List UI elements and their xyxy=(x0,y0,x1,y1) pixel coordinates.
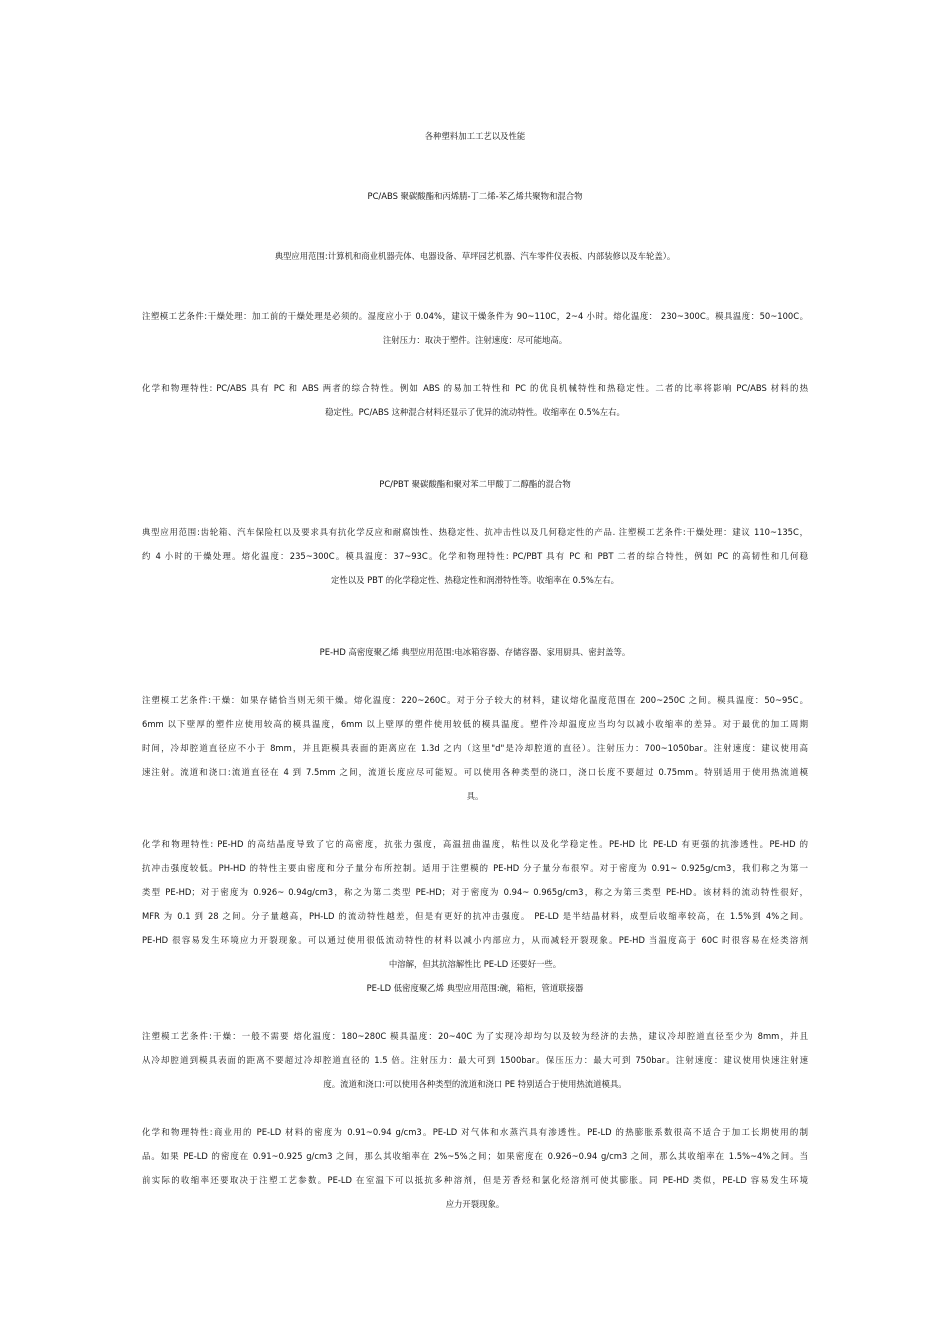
peld-properties-paragraph xyxy=(142,1120,808,1216)
paragraph-line: 中溶解，但其抗溶解性比 PE-LD 还要好一些。 xyxy=(388,959,562,969)
paragraph-line: 注射压力：取决于塑件。注射速度：尽可能地高。 xyxy=(382,335,568,345)
paragraph-line: 时间，冷却腔道直径应不小于 8mm，并且距模具表面的距离应在 1.3d 之内（这里"d"是冷却腔道的直径）。注射压力：700~1050bar。注射速度：建议使用高 xyxy=(142,743,808,753)
pcpbt-heading: PC/PBT 聚碳酸酯和聚对苯二甲酸丁二醇酯的混合物 xyxy=(379,479,571,489)
pcabs-process-paragraph xyxy=(142,304,808,352)
pcpbt-paragraph xyxy=(142,520,808,592)
document-page xyxy=(142,124,808,1216)
pcabs-application: 典型应用范围:计算机和商业机器壳体、电器设备、草坪园艺机器、汽车零件仪表板、内部装修以及车轮盖）。 xyxy=(274,251,676,261)
paragraph-line: 典型应用范围:齿轮箱、汽车保险杠以及要求具有抗化学反应和耐腐蚀性、热稳定性、抗冲击性以及几何稳定性的产品. 注塑模工艺条件:干燥处理：建议 110~135C， xyxy=(142,527,808,537)
paragraph-line: 品。如果 PE-LD 的密度在 0.91~0.925 g/cm3 之间，那么其收缩率在 2%~5%之间；如果密度在 0.926~0.94 g/cm3 之间，那么其收缩率在 1.5%~4%之间。当 xyxy=(142,1151,808,1161)
paragraph-line: 定性以及 PBT 的化学稳定性、热稳定性和润滑特性等。收缩率在 0.5%左右。 xyxy=(330,575,620,585)
pehd-heading: PE-HD 高密度聚乙烯 典型应用范围:电冰箱容器、存储容器、家用厨具、密封盖等。 xyxy=(319,647,631,657)
pcabs-heading: PC/ABS 聚碳酸酯和丙烯腈-丁二烯-苯乙烯共聚物和混合物 xyxy=(367,191,583,201)
paragraph-line: 注塑模工艺条件:干燥：如果存储恰当则无须干燥。熔化温度：220~260C。对于分子较大的材料，建议熔化温度范围在 200~250C 之间。模具温度：50~95C。 xyxy=(142,695,808,705)
paragraph-line: 度。流道和浇口:可以使用各种类型的流道和浇口 PE 特别适合于使用热流道模具。 xyxy=(323,1079,627,1089)
paragraph-line: 注塑模工艺条件:干燥：一般不需要 熔化温度：180~280C 模具温度：20~40C 为了实现冷却均匀以及较为经济的去热，建议冷却腔道直径至少为 8mm，并且 xyxy=(142,1031,808,1041)
paragraph-line: 从冷却腔道到模具表面的距离不要超过冷却腔道直径的 1.5 倍。注射压力：最大可到 1500bar。保压压力：最大可到 750bar。注射速度：建议使用快速注射速 xyxy=(142,1055,808,1065)
peld-process-paragraph xyxy=(142,1024,808,1096)
paragraph-line: 前实际的收缩率还要取决于注塑工艺参数。PE-LD 在室温下可以抵抗多种溶剂，但是芳香烃和氯化烃溶剂可使其膨胀。同 PE-HD 类似，PE-LD 容易发生环境 xyxy=(142,1175,808,1185)
paragraph-line: 化学和物理特性: PE-HD 的高结晶度导致了它的高密度，抗张力强度，高温扭曲温度，粘性以及化学稳定性。PE-HD 比 PE-LD 有更强的抗渗透性。PE-HD 的 xyxy=(142,839,808,849)
pehd-process-paragraph xyxy=(142,688,808,808)
paragraph-line: 约 4 小时的干燥处理。熔化温度：235~300C。模具温度：37~93C。化学和物理特性: PC/PBT 具有 PC 和 PBT 二者的综合特性，例如 PC 的高韧性和几何稳 xyxy=(142,551,808,561)
paragraph-line: PE-HD 很容易发生环境应力开裂现象。可以通过使用很低流动特性的材料以减小内部应力，从而减轻开裂现象。PE-HD 当温度高于 60C 时很容易在烃类溶剂 xyxy=(142,935,808,945)
paragraph-line: 6mm 以下壁厚的塑件应使用较高的模具温度，6mm 以上壁厚的塑件使用较低的模具温度。塑件冷却温度应当均匀以减小收缩率的差异。对于最优的加工周期 xyxy=(142,719,808,729)
paragraph-line: 应力开裂现象。 xyxy=(445,1199,505,1209)
document-title: 各种塑料加工工艺以及性能 xyxy=(424,131,526,141)
paragraph-line: MFR 为 0.1 到 28 之间。分子量越高，PH-LD 的流动特性越差，但是有更好的抗冲击强度。 PE-LD 是半结晶材料，成型后收缩率较高，在 1.5%到 4%之间。 xyxy=(142,911,808,921)
paragraph-line: 速注射。流道和浇口:流道直径在 4 到 7.5mm 之间，流道长度应尽可能短。可以使用各种类型的浇口，浇口长度不要超过 0.75mm。特别适用于使用热流道模 xyxy=(142,767,808,777)
paragraph-line: 注塑模工艺条件:干燥处理：加工前的干燥处理是必须的。湿度应小于 0.04%，建议干燥条件为 90~110C，2~4 小时。熔化温度： 230~300C。模具温度：50~100C。 xyxy=(142,311,808,321)
peld-heading: PE-LD 低密度聚乙烯 典型应用范围:碗，箱柜，管道联接器 xyxy=(366,983,584,993)
paragraph-line: 抗冲击强度较低。PH-HD 的特性主要由密度和分子量分布所控制。适用于注塑模的 PE-HD 分子量分布很窄。对于密度为 0.91~ 0.925g/cm3，我们称之为第一 xyxy=(142,863,808,873)
paragraph-line: 稳定性。PC/ABS 这种混合材料还显示了优异的流动特性。收缩率在 0.5%左右。 xyxy=(325,407,625,417)
paragraph-line: 类型 PE-HD；对于密度为 0.926~ 0.94g/cm3，称之为第二类型 PE-HD；对于密度为 0.94~ 0.965g/cm3，称之为第三类型 PE-HD。该材料的流动特性很好， xyxy=(142,887,808,897)
paragraph-line: 化学和物理特性: PC/ABS 具有 PC 和 ABS 两者的综合特性。例如 ABS 的易加工特性和 PC 的优良机械特性和热稳定性。二者的比率将影响 PC/ABS 材料的热 xyxy=(142,383,808,393)
paragraph-line: 具。 xyxy=(466,791,484,801)
pehd-properties-paragraph xyxy=(142,832,808,976)
paragraph-line: 化学和物理特性:商业用的 PE-LD 材料的密度为 0.91~0.94 g/cm3。PE-LD 对气体和水蒸汽具有渗透性。PE-LD 的热膨胀系数很高不适合于加工长期使用的制 xyxy=(142,1127,808,1137)
pcabs-properties-paragraph xyxy=(142,376,808,424)
